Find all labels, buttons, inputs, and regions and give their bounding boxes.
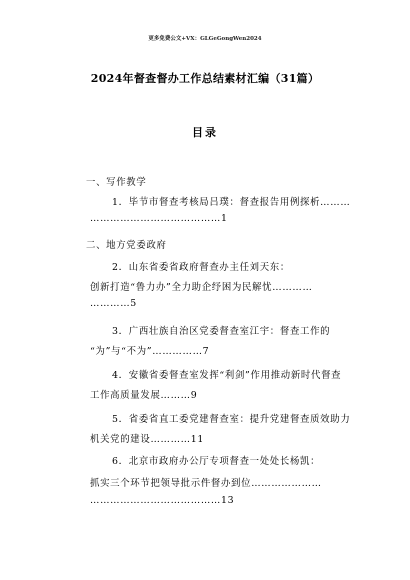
toc-entry-5-page[interactable]: 机关党的建设…………11	[90, 434, 205, 445]
toc-entry-6-title[interactable]: 抓实三个环节把领导批示件督办到位…………………	[90, 478, 322, 489]
toc-entry-2-title[interactable]: 创新打造“鲁力办”全力助企纾困为民解忧…………	[90, 282, 313, 293]
document-title: 2024年督查督办工作总结素材汇编（31篇）	[90, 72, 320, 85]
toc-entry-6[interactable]: 6．北京市政府办公厅专项督查一处处长杨凯：	[112, 456, 321, 467]
toc-section-writing: 一、写作教学	[86, 177, 147, 188]
toc-entry-6-page[interactable]: …………………………………13	[90, 495, 235, 506]
toc-entry-1[interactable]: 1．毕节市督查考核局吕璞：督查报告用例探析………	[112, 197, 351, 208]
toc-heading: 目录	[192, 126, 218, 139]
toc-entry-5[interactable]: 5．省委省直工委党建督查室：提升党建督查质效助力	[112, 414, 351, 425]
toc-entry-3[interactable]: 3．广西壮族自治区党委督查室江宇：督查工作的	[112, 326, 331, 337]
promo-header: 更多免费公文+VX：GLGeGongWen2024	[148, 36, 262, 42]
toc-entry-4[interactable]: 4．安徽省委督查室发挥“利剑”作用推动新时代督查	[112, 370, 342, 381]
toc-entry-1-page[interactable]: …………………………………1	[90, 213, 228, 224]
toc-entry-3-page[interactable]: “为”与“不为”……………7	[90, 346, 210, 357]
toc-entry-2[interactable]: 2．山东省委省政府督查办主任刘天东：	[112, 262, 290, 273]
toc-section-local: 二、地方党委政府	[86, 240, 167, 251]
toc-entry-4-page[interactable]: 工作高质量发展………9	[90, 390, 198, 401]
toc-entry-2-page[interactable]: …………5	[90, 298, 137, 309]
